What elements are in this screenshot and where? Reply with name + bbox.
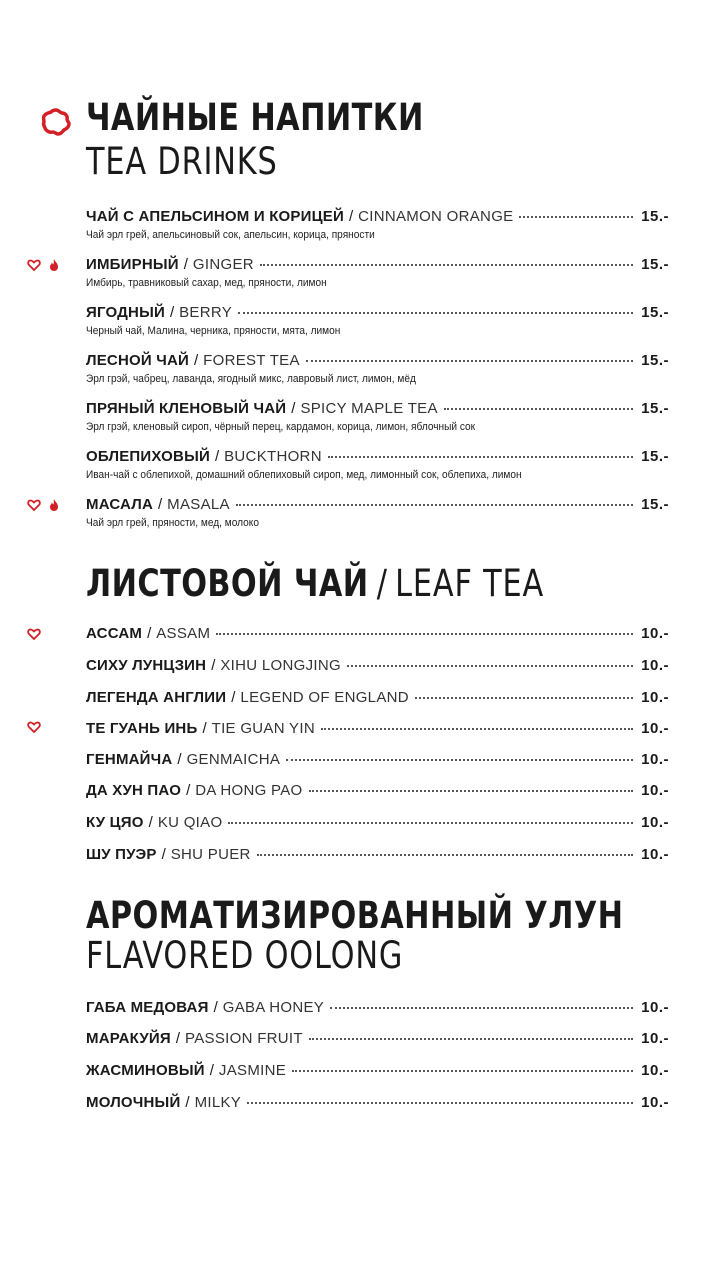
slash-separator: / — [202, 720, 207, 737]
item-name-en: PASSION FRUIT — [185, 1030, 303, 1047]
section-title-en: FLAVORED OOLONG — [86, 934, 404, 977]
item-name-en: GENMAICHA — [186, 751, 281, 768]
item-name-en: KU QIAO — [157, 814, 223, 831]
item-name-en: FOREST TEA — [203, 352, 300, 369]
item-description: Чай эрл грей, пряности, мед, молоко — [86, 517, 259, 529]
menu-item — [86, 256, 669, 290]
item-name-en: MILKY — [194, 1094, 242, 1111]
item-name-ru: ЖАСМИНОВЫЙ — [86, 1062, 205, 1079]
item-description: Иван-чай с облепихой, домашний облепиховый сироп, мед, лимонный сок, облепиха, лимон — [86, 469, 522, 481]
slash-separator: / — [148, 814, 153, 831]
item-name-en: MASALA — [167, 496, 230, 513]
section-oolong-header — [86, 896, 669, 976]
slash-separator: / — [169, 304, 175, 321]
item-name-ru: ПРЯНЫЙ КЛЕНОВЫЙ ЧАЙ — [86, 400, 287, 417]
slash-separator: / — [185, 1094, 190, 1111]
menu-item — [86, 400, 669, 434]
item-name-en: GINGER — [192, 256, 254, 273]
section-title-ru: ЧАЙНЫЕ НАПИТКИ — [86, 96, 424, 139]
section-title — [86, 564, 564, 604]
item-name-ru: ЛЕГЕНДА АНГЛИИ — [86, 689, 227, 706]
item-name-ru: ИМБИРНЫЙ — [86, 256, 179, 273]
section-title-ru: АРОМАТИЗИРОВАННЫЙ УЛУН — [86, 894, 624, 937]
dot-leader — [330, 1007, 633, 1009]
item-name-en: ASSAM — [156, 625, 211, 642]
slash-separator: / — [213, 999, 218, 1016]
menu-item — [86, 208, 669, 242]
item-name-en: JASMINE — [218, 1062, 287, 1079]
dot-leader — [228, 822, 633, 824]
menu-item — [86, 782, 669, 800]
item-name-en: GABA HONEY — [222, 999, 325, 1016]
slash-separator: / — [183, 256, 188, 273]
heart-icon — [27, 498, 41, 512]
dot-leader — [260, 264, 633, 266]
item-name-ru: МАСАЛА — [86, 496, 153, 513]
menu-item — [86, 689, 669, 707]
dot-leader — [247, 1102, 633, 1104]
dot-leader — [306, 360, 633, 362]
item-name-ru: МОЛОЧНЫЙ — [86, 1094, 181, 1111]
section-tea-drinks-header — [86, 98, 669, 182]
item-description: Эрл грэй, чабрец, лаванда, ягодный микс, лавровый лист, лимон, мёд — [86, 373, 416, 385]
dot-leader — [286, 759, 633, 761]
item-marks — [27, 627, 41, 641]
item-name-ru: ГАБА МЕДОВАЯ — [86, 999, 209, 1016]
item-name-en: DA HONG PAO — [195, 782, 303, 799]
item-price: 10.- — [641, 999, 669, 1016]
menu-item — [86, 1094, 669, 1112]
item-name-en: LEGEND OF ENGLAND — [240, 689, 409, 706]
flame-icon — [47, 258, 61, 272]
slash-separator: / — [186, 782, 191, 799]
heart-icon — [27, 258, 41, 272]
item-name-ru: ДА ХУН ПАО — [86, 782, 182, 799]
item-name-ru: ЯГОДНЫЙ — [86, 304, 165, 321]
item-price: 15.- — [641, 400, 669, 417]
heart-icon — [27, 720, 41, 734]
dot-leader — [415, 697, 633, 699]
dot-leader — [236, 504, 633, 506]
item-marks — [27, 498, 61, 512]
slash-separator: / — [348, 208, 354, 225]
dot-leader — [347, 665, 633, 667]
slash-separator: / — [158, 496, 163, 513]
flower-logo-icon — [41, 107, 71, 137]
dot-leader — [444, 408, 633, 410]
item-price: 10.- — [641, 814, 669, 831]
item-name-ru: МАРАКУЙЯ — [86, 1030, 171, 1047]
slash-separator: / — [291, 400, 296, 417]
item-price: 10.- — [641, 751, 669, 768]
item-name-en: BERRY — [179, 304, 233, 321]
item-description: Эрл грэй, кленовый сироп, чёрный перец, кардамон, корица, лимон, яблочный сок — [86, 421, 476, 433]
slash-separator: / — [209, 1062, 214, 1079]
item-price: 15.- — [641, 448, 669, 465]
menu-item — [86, 814, 669, 832]
item-name-en: BUCKTHORN — [224, 448, 322, 465]
item-name-en: SHU PUER — [170, 846, 251, 863]
item-description: Чай эрл грей, апельсиновый сок, апельсин, корица, пряности — [86, 229, 375, 241]
item-name-en: TIE GUAN YIN — [211, 720, 315, 737]
item-name-ru: ШУ ПУЭР — [86, 846, 157, 863]
dot-leader — [519, 216, 633, 218]
dot-leader — [309, 790, 634, 792]
item-price: 10.- — [641, 689, 669, 706]
heart-icon — [27, 627, 41, 641]
menu-item — [86, 448, 669, 482]
item-price: 10.- — [641, 1030, 669, 1047]
item-price: 15.- — [641, 304, 669, 321]
item-description: Имбирь, травниковый сахар, мед, пряности, лимон — [86, 277, 327, 289]
section-title-en: LEAF TEA — [395, 562, 545, 605]
item-name-ru: ЛЕСНОЙ ЧАЙ — [86, 352, 189, 369]
item-price: 10.- — [641, 625, 669, 642]
item-name-en: XIHU LONGJING — [220, 657, 341, 674]
slash-separator: / — [376, 562, 387, 605]
item-description: Черный чай, Малина, черника, пряности, мята, лимон — [86, 325, 341, 337]
item-price: 10.- — [641, 846, 669, 863]
menu-item — [86, 352, 669, 386]
menu-item — [86, 1030, 669, 1048]
item-price: 10.- — [641, 720, 669, 737]
item-marks — [27, 258, 61, 272]
item-price: 10.- — [641, 657, 669, 674]
menu-item — [86, 625, 669, 643]
slash-separator: / — [147, 625, 152, 642]
dot-leader — [328, 456, 633, 458]
slash-separator: / — [177, 751, 182, 768]
item-name-ru: СИХУ ЛУНЦЗИН — [86, 657, 207, 674]
menu-item — [86, 751, 669, 769]
item-name-ru: ТЕ ГУАНЬ ИНЬ — [86, 720, 198, 737]
item-name-en: SPICY MAPLE TEA — [300, 400, 438, 417]
section-title-en: TEA DRINKS — [86, 140, 278, 183]
menu-item — [86, 999, 669, 1017]
slash-separator: / — [193, 352, 199, 369]
dot-leader — [309, 1038, 633, 1040]
item-marks — [27, 720, 41, 734]
item-name-ru: ГЕНМАЙЧА — [86, 751, 173, 768]
item-price: 10.- — [641, 1062, 669, 1079]
dot-leader — [321, 728, 633, 730]
menu-item — [86, 657, 669, 675]
slash-separator: / — [231, 689, 236, 706]
item-name-en: CINNAMON ORANGE — [358, 208, 514, 225]
dot-leader — [292, 1070, 633, 1072]
dot-leader — [238, 312, 633, 314]
flame-icon — [47, 498, 61, 512]
item-name-ru: АССАМ — [86, 625, 143, 642]
item-name-ru: ЧАЙ С АПЕЛЬСИНОМ И КОРИЦЕЙ — [86, 208, 344, 225]
menu-item — [86, 304, 669, 338]
slash-separator: / — [211, 657, 216, 674]
dot-leader — [216, 633, 633, 635]
menu-item — [86, 720, 669, 738]
section-title-ru: ЛИСТОВОЙ ЧАЙ — [86, 562, 369, 605]
slash-separator: / — [161, 846, 166, 863]
section-leaf-tea-header — [86, 564, 669, 604]
item-name-ru: ОБЛЕПИХОВЫЙ — [86, 448, 210, 465]
item-price: 15.- — [641, 496, 669, 513]
item-price: 10.- — [641, 1094, 669, 1111]
item-price: 15.- — [641, 208, 669, 225]
menu-item — [86, 1062, 669, 1080]
menu-item — [86, 846, 669, 864]
item-price: 15.- — [641, 256, 669, 273]
dot-leader — [257, 854, 633, 856]
item-price: 10.- — [641, 782, 669, 799]
slash-separator: / — [214, 448, 220, 465]
item-name-ru: КУ ЦЯО — [86, 814, 144, 831]
item-price: 15.- — [641, 352, 669, 369]
menu-item — [86, 496, 669, 530]
slash-separator: / — [175, 1030, 181, 1047]
